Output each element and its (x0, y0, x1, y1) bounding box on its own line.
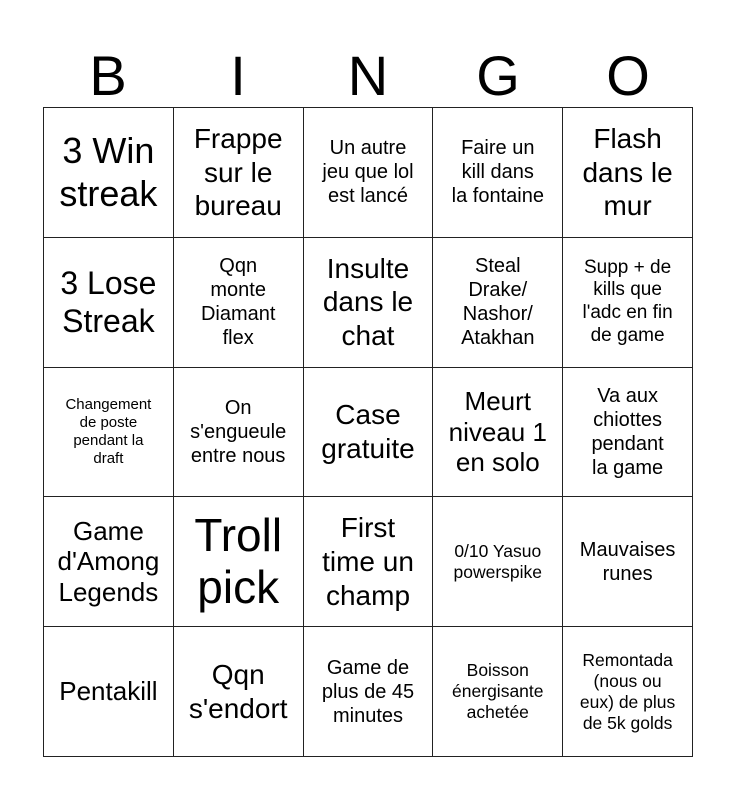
cell-text: Changement de poste pendant la draft (65, 395, 152, 467)
header-letter-o: O (606, 44, 650, 107)
cell-text: Insulte dans le chat (322, 252, 414, 351)
cell-text: 3 Win streak (59, 130, 158, 215)
bingo-cell[interactable] (563, 497, 693, 627)
bingo-cell[interactable] (563, 108, 693, 238)
bingo-cell[interactable] (44, 238, 174, 368)
bingo-cell[interactable] (304, 627, 434, 757)
cell-text: Steal Drake/ Nashor/ Atakhan (461, 255, 535, 350)
bingo-cell[interactable] (304, 108, 434, 238)
cell-text: Qqn monte Diamant flex (200, 255, 276, 350)
bingo-grid (43, 107, 693, 757)
cell-text: Case gratuite (321, 399, 415, 464)
bingo-cell[interactable] (174, 627, 304, 757)
bingo-cell[interactable] (174, 368, 304, 498)
cell-text: Un autre jeu que lol est lancé (322, 137, 414, 208)
cell-text: Troll pick (194, 509, 283, 613)
cell-text: Qqn s'endort (188, 659, 288, 724)
cell-text: On s'engueule entre nous (190, 396, 287, 467)
bingo-cell[interactable] (563, 368, 693, 498)
bingo-cell[interactable] (174, 497, 304, 627)
cell-text: Game de plus de 45 minutes (321, 656, 415, 727)
bingo-cell[interactable] (174, 108, 304, 238)
bingo-cell[interactable] (174, 238, 304, 368)
cell-text: Va aux chiottes pendant la game (591, 384, 664, 479)
cell-text: Remontada (nous ou eux) de plus de 5k golds (579, 649, 676, 733)
bingo-header (43, 44, 693, 108)
header-letter-b: B (89, 44, 127, 107)
cell-text: Boisson énergisante achetée (452, 660, 544, 723)
cell-text: Pentakill (59, 676, 158, 707)
cell-text: 0/10 Yasuo powerspike (453, 540, 543, 582)
cell-text: Game d'Among Legends (57, 515, 160, 608)
cell-text: Flash dans le mur (582, 123, 673, 222)
bingo-cell[interactable] (304, 238, 434, 368)
header-letter-n: N (347, 44, 389, 107)
cell-text: 3 Lose Streak (60, 264, 157, 340)
bingo-cell[interactable] (563, 627, 693, 757)
bingo-cell[interactable] (433, 497, 563, 627)
bingo-cell[interactable] (433, 627, 563, 757)
bingo-cell[interactable] (304, 497, 434, 627)
bingo-cell[interactable] (433, 238, 563, 368)
bingo-cell[interactable] (433, 368, 563, 498)
bingo-cell[interactable] (44, 108, 174, 238)
bingo-cell[interactable] (44, 627, 174, 757)
cell-text: Frappe sur le bureau (193, 123, 283, 222)
cell-text: Mauvaises runes (579, 538, 676, 585)
header-letter-i: I (230, 44, 246, 107)
header-letter-g: G (476, 44, 520, 107)
cell-text: Meurt niveau 1 en solo (448, 385, 547, 478)
cell-text: Supp + de kills que l'adc en fin de game (582, 256, 673, 346)
cell-text: First time un champ (322, 512, 414, 611)
bingo-cell[interactable] (563, 238, 693, 368)
cell-text: Faire un kill dans la fontaine (451, 137, 544, 208)
bingo-cell[interactable] (433, 108, 563, 238)
bingo-cell[interactable] (44, 497, 174, 627)
bingo-cell[interactable] (44, 368, 174, 498)
free-space-cell[interactable] (304, 368, 434, 498)
